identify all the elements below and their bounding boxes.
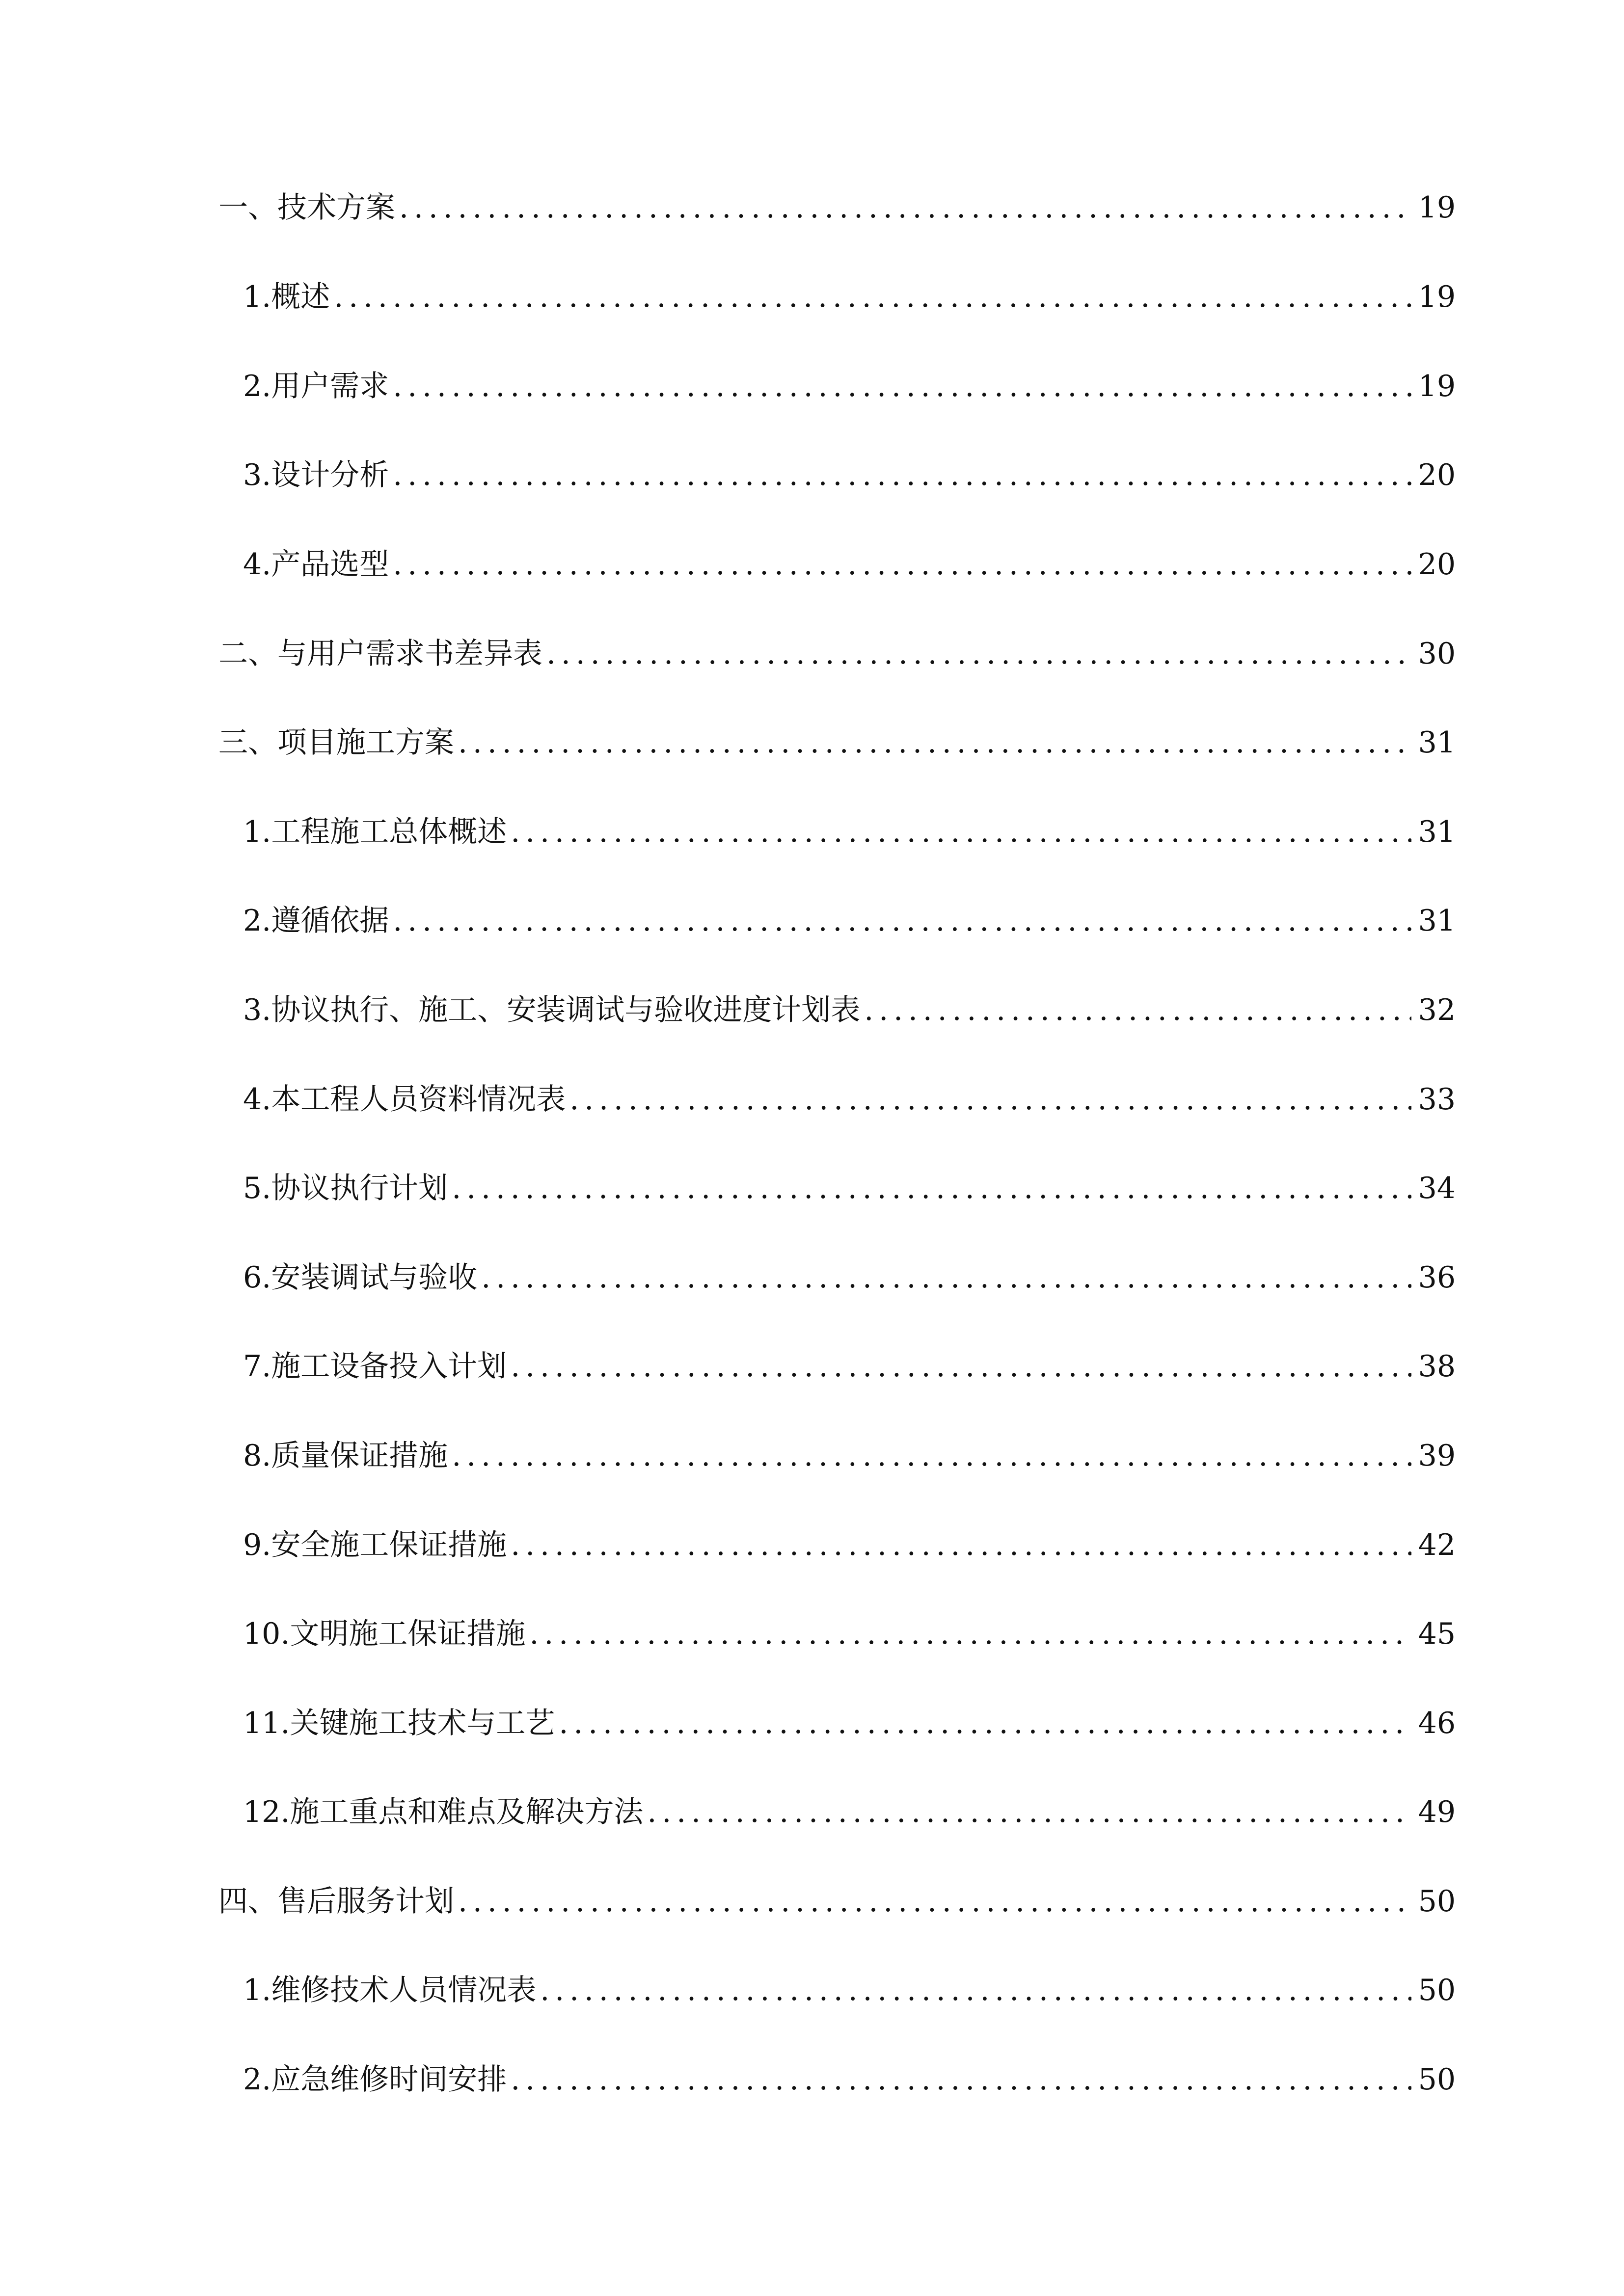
toc-leader xyxy=(393,896,1411,945)
toc-number: 2. xyxy=(243,2062,271,2097)
toc-entry-19[interactable] xyxy=(243,1788,1456,1837)
toc-title: 质量保证措施 xyxy=(271,1439,448,1473)
toc-leader xyxy=(393,540,1411,589)
toc-title: 本工程人员资料情况表 xyxy=(271,1082,566,1117)
toc-title: 关键施工技术与工艺 xyxy=(290,1706,555,1740)
toc-page-number: 31 xyxy=(1418,725,1456,760)
toc-title: 项目施工方案 xyxy=(277,725,454,760)
toc-number: 2. xyxy=(243,369,271,403)
toc-page-number: 19 xyxy=(1418,369,1456,403)
toc-number: 1. xyxy=(243,1973,271,2007)
toc-number: 3. xyxy=(243,458,271,492)
toc-leader xyxy=(458,1877,1411,1926)
toc-number: 1. xyxy=(243,815,271,849)
toc-leader xyxy=(529,1609,1411,1658)
toc-leader xyxy=(864,986,1411,1035)
toc-leader xyxy=(452,1164,1411,1213)
toc-page-number: 46 xyxy=(1418,1706,1456,1740)
toc-page-number: 33 xyxy=(1418,1082,1456,1117)
toc-number: 9. xyxy=(243,1528,271,1562)
toc-entry-6[interactable] xyxy=(218,629,1456,678)
toc-title: 工程施工总体概述 xyxy=(271,815,507,849)
toc-leader xyxy=(559,1699,1411,1748)
toc-entry-13[interactable] xyxy=(243,1253,1456,1302)
toc-page-number: 20 xyxy=(1418,547,1456,582)
toc-number: 8. xyxy=(243,1439,271,1473)
toc-title: 设计分析 xyxy=(271,458,389,492)
toc-leader xyxy=(399,183,1411,232)
toc-leader xyxy=(546,629,1411,678)
toc-leader xyxy=(569,1075,1411,1124)
toc-number: 二、 xyxy=(218,637,277,671)
toc-title: 协议执行计划 xyxy=(271,1171,448,1205)
toc-number: 7. xyxy=(243,1349,271,1384)
toc-title: 产品选型 xyxy=(271,547,389,582)
toc-entry-11[interactable] xyxy=(243,1075,1456,1124)
toc-page-number: 50 xyxy=(1418,1973,1456,2007)
toc-entry-12[interactable] xyxy=(243,1164,1456,1213)
toc-number: 一、 xyxy=(218,190,277,225)
toc-number: 4. xyxy=(243,547,271,582)
toc-entry-5[interactable] xyxy=(243,540,1456,589)
toc-number: 6. xyxy=(243,1260,271,1295)
toc-page-number: 39 xyxy=(1418,1439,1456,1473)
toc-leader xyxy=(511,1521,1411,1570)
toc-entry-4[interactable] xyxy=(243,451,1456,500)
toc-number: 2. xyxy=(243,904,271,938)
toc-entry-15[interactable] xyxy=(243,1431,1456,1480)
toc-page-number: 38 xyxy=(1418,1349,1456,1384)
toc-title: 应急维修时间安排 xyxy=(271,2062,507,2097)
toc-title: 技术方案 xyxy=(277,190,395,225)
toc-number: 12. xyxy=(243,1795,290,1829)
toc-title: 概述 xyxy=(271,280,330,314)
toc-leader xyxy=(511,807,1411,856)
toc-title: 维修技术人员情况表 xyxy=(271,1973,537,2007)
toc-entry-20[interactable] xyxy=(218,1877,1456,1926)
toc-title: 遵循依据 xyxy=(271,904,389,938)
toc-number: 10. xyxy=(243,1617,290,1651)
toc-number: 三、 xyxy=(218,725,277,760)
toc-number: 四、 xyxy=(218,1884,277,1919)
toc-page-number: 19 xyxy=(1418,280,1456,314)
toc-title: 施工重点和难点及解决方法 xyxy=(290,1795,644,1829)
toc-page-number: 30 xyxy=(1418,637,1456,671)
toc-title: 用户需求 xyxy=(271,369,389,403)
toc-page-number: 31 xyxy=(1418,904,1456,938)
toc-entry-22[interactable] xyxy=(243,2055,1456,2104)
toc-leader xyxy=(393,362,1411,411)
toc-page-number: 36 xyxy=(1418,1260,1456,1295)
toc-page-number: 50 xyxy=(1418,1884,1456,1919)
toc-number: 11. xyxy=(243,1706,290,1740)
toc-page-number: 31 xyxy=(1418,815,1456,849)
toc-page-number: 49 xyxy=(1418,1795,1456,1829)
toc-entry-8[interactable] xyxy=(243,807,1456,856)
toc-title: 售后服务计划 xyxy=(277,1884,454,1919)
toc-leader xyxy=(647,1788,1411,1837)
toc-title: 安全施工保证措施 xyxy=(271,1528,507,1562)
toc-page-number: 32 xyxy=(1418,993,1456,1027)
toc-leader xyxy=(540,1966,1411,2015)
toc-title: 施工设备投入计划 xyxy=(271,1349,507,1384)
toc-page-number: 50 xyxy=(1418,2062,1456,2097)
toc-title: 安装调试与验收 xyxy=(271,1260,478,1295)
toc-page-number: 34 xyxy=(1418,1171,1456,1205)
toc-entry-7[interactable] xyxy=(218,718,1456,767)
toc-page-number: 19 xyxy=(1418,190,1456,225)
toc-entry-14[interactable] xyxy=(243,1342,1456,1391)
toc-entry-18[interactable] xyxy=(243,1699,1456,1748)
toc-page-number: 20 xyxy=(1418,458,1456,492)
toc-title: 文明施工保证措施 xyxy=(290,1617,526,1651)
toc-entry-9[interactable] xyxy=(243,896,1456,945)
toc-leader xyxy=(452,1431,1411,1480)
toc-leader xyxy=(511,1342,1411,1391)
toc-page-number: 45 xyxy=(1418,1617,1456,1651)
toc-leader xyxy=(458,718,1411,767)
toc-entry-16[interactable] xyxy=(243,1521,1456,1570)
toc-title: 与用户需求书差异表 xyxy=(277,637,542,671)
toc-entry-10[interactable] xyxy=(243,986,1456,1035)
toc-entry-2[interactable] xyxy=(243,272,1456,321)
toc-title: 协议执行、施工、安装调试与验收进度计划表 xyxy=(271,993,861,1027)
toc-leader xyxy=(393,451,1411,500)
toc-number: 1. xyxy=(243,280,271,314)
toc-number: 5. xyxy=(243,1171,271,1205)
toc-leader xyxy=(334,272,1411,321)
toc-leader xyxy=(511,2055,1411,2104)
toc-page-number: 42 xyxy=(1418,1528,1456,1562)
toc-leader xyxy=(481,1253,1411,1302)
toc-number: 3. xyxy=(243,993,271,1027)
toc-entry-21[interactable] xyxy=(243,1966,1456,2015)
toc-entry-3[interactable] xyxy=(243,362,1456,411)
toc-entry-1[interactable] xyxy=(218,183,1456,232)
toc-number: 4. xyxy=(243,1082,271,1117)
toc-entry-17[interactable] xyxy=(243,1609,1456,1658)
